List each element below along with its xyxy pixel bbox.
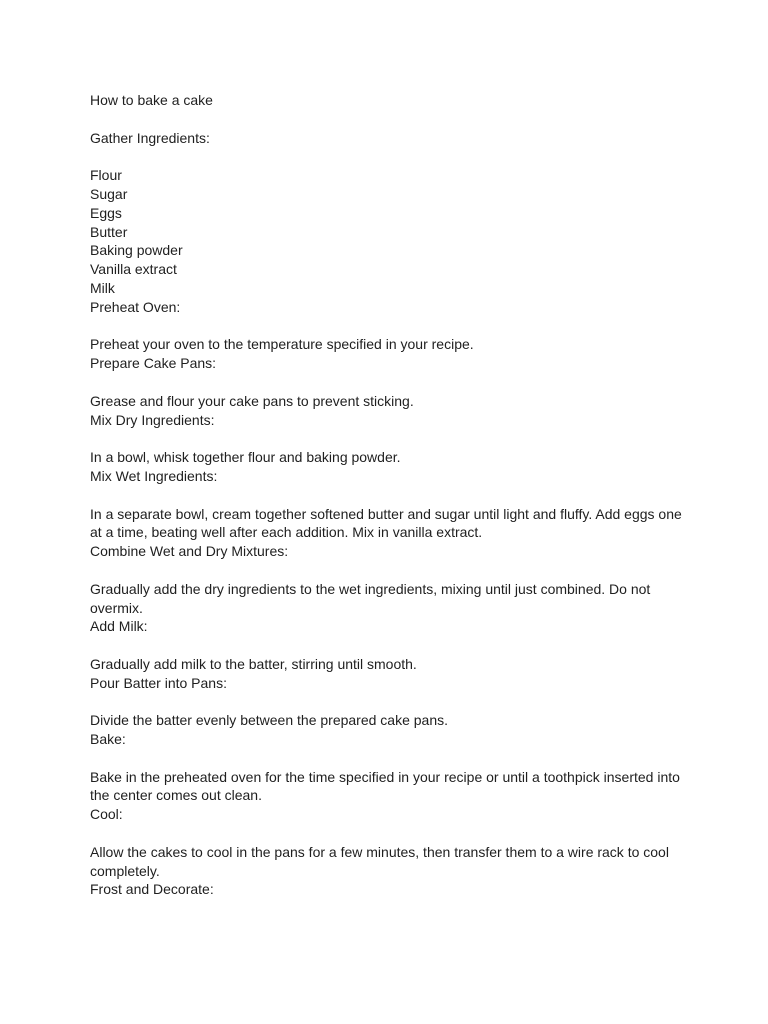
section-body-mix-wet: In a separate bowl, cream together softened butter and sugar until light and fluffy. Add eggs one at a time, beating well after each addition. Mix in vanilla extract. bbox=[90, 505, 682, 541]
section-body-mix-dry: In a bowl, whisk together flour and baking powder. bbox=[90, 449, 401, 466]
ingredient-item: Milk bbox=[90, 279, 115, 296]
ingredient-list bbox=[90, 166, 690, 298]
section-body-pour-batter: Divide the batter evenly between the prepared cake pans. bbox=[90, 712, 449, 729]
section-heading-add-milk: Add Milk: bbox=[90, 618, 148, 635]
blank-line bbox=[90, 749, 690, 768]
section-body-bake: Bake in the preheated oven for the time specified in your recipe or until a toothpick inserted into the center comes out clean. bbox=[90, 768, 680, 804]
ingredient-item: Baking powder bbox=[90, 242, 183, 259]
section-heading-gather-ingredients: Gather Ingredients: bbox=[90, 129, 210, 146]
section-heading-pour-batter: Pour Batter into Pans: bbox=[90, 674, 227, 691]
section-heading-combine: Combine Wet and Dry Mixtures: bbox=[90, 543, 289, 560]
blank-line bbox=[90, 486, 690, 505]
blank-line bbox=[90, 147, 690, 166]
ingredient-item: Sugar bbox=[90, 185, 128, 202]
section-body-add-milk: Gradually add milk to the batter, stirring until smooth. bbox=[90, 655, 417, 672]
blank-line bbox=[90, 110, 690, 129]
ingredient-item: Butter bbox=[90, 223, 128, 240]
section-body-prepare-cake-pans: Grease and flour your cake pans to prevent sticking. bbox=[90, 392, 414, 409]
document-page bbox=[90, 91, 690, 899]
blank-line bbox=[90, 317, 690, 336]
section-body-cool: Allow the cakes to cool in the pans for a few minutes, then transfer them to a wire rack to cool completely. bbox=[90, 843, 669, 879]
section-heading-preheat-oven: Preheat Oven: bbox=[90, 298, 181, 315]
blank-line bbox=[90, 693, 690, 712]
section-heading-cool: Cool: bbox=[90, 806, 123, 823]
blank-line bbox=[90, 824, 690, 843]
section-body-combine: Gradually add the dry ingredients to the wet ingredients, mixing until just combined. Do not overmix. bbox=[90, 580, 651, 616]
document-title: How to bake a cake bbox=[90, 92, 213, 108]
section-heading-mix-wet: Mix Wet Ingredients: bbox=[90, 467, 218, 484]
section-heading-mix-dry: Mix Dry Ingredients: bbox=[90, 411, 215, 428]
blank-line bbox=[90, 561, 690, 580]
section-heading-frost-decorate: Frost and Decorate: bbox=[90, 881, 214, 898]
section-heading-bake: Bake: bbox=[90, 731, 126, 748]
blank-line bbox=[90, 636, 690, 655]
blank-line bbox=[90, 429, 690, 448]
ingredient-item: Flour bbox=[90, 167, 122, 184]
blank-line bbox=[90, 373, 690, 392]
ingredient-item: Vanilla extract bbox=[90, 261, 177, 278]
section-heading-prepare-cake-pans: Prepare Cake Pans: bbox=[90, 355, 217, 372]
ingredient-item: Eggs bbox=[90, 204, 122, 221]
section-body-preheat-oven: Preheat your oven to the temperature specified in your recipe. bbox=[90, 336, 474, 353]
